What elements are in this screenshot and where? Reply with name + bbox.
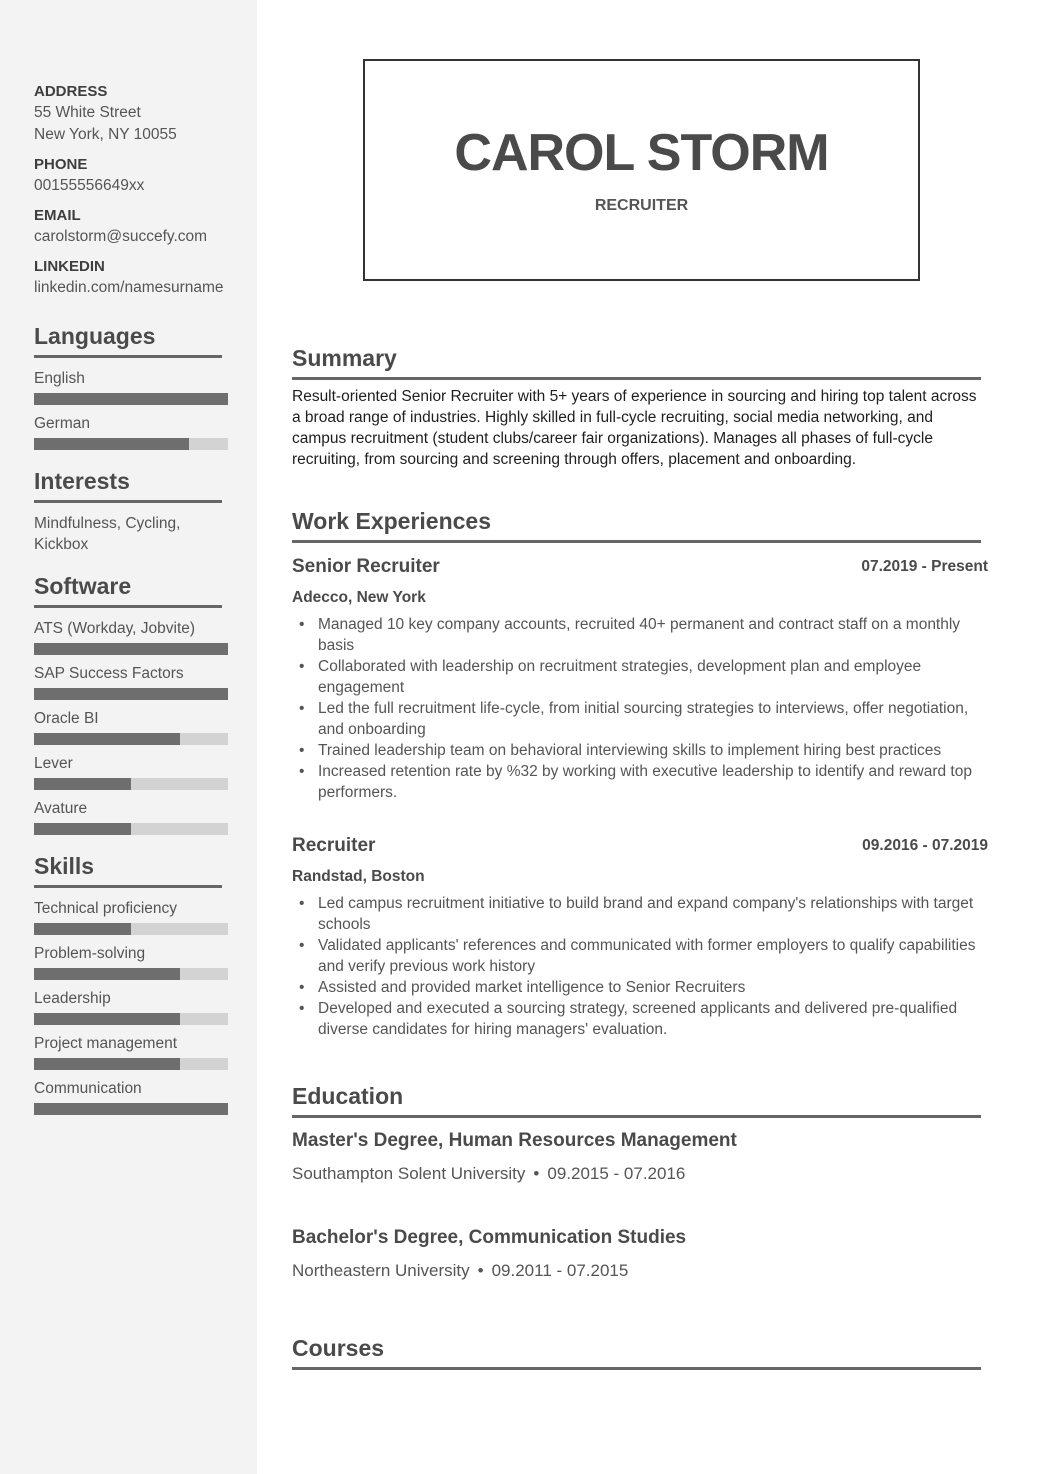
skills-item [34, 1078, 228, 1115]
level-bar-fill [34, 1013, 180, 1025]
education-dates: 09.2015 - 07.2016 [547, 1164, 686, 1183]
job-bullet: • Trained leadership team on behavioral interviewing skills to implement hiring best practices [318, 740, 988, 761]
job-bullets [292, 893, 988, 1040]
level-bar-fill [34, 823, 131, 835]
languages-item [34, 413, 228, 450]
courses-heading: Courses [292, 1333, 981, 1370]
contact-value: New York, NY 10055 [34, 126, 177, 143]
contact-phone [34, 155, 257, 197]
candidate-name: CAROL STORM [454, 124, 829, 182]
level-bar-fill [34, 688, 228, 700]
education-details [292, 1163, 982, 1185]
education-dates: 09.2011 - 07.2015 [491, 1261, 629, 1280]
education-heading: Education [292, 1081, 981, 1118]
level-bar-fill [34, 643, 228, 655]
education-school: Northeastern University [292, 1261, 470, 1280]
software-label: ATS (Workday, Jobvite) [34, 620, 196, 637]
contact-label: EMAIL [34, 207, 81, 224]
summary-heading: Summary [292, 343, 981, 380]
level-bar-fill [34, 393, 228, 405]
contact-value: 00155556649xx [34, 177, 145, 194]
software-item [34, 708, 228, 745]
job-bullet: • Collaborated with leadership on recruitment strategies, development plan and employee engagement [318, 656, 988, 698]
job-entry [292, 834, 988, 1040]
languages-heading: Languages [34, 321, 222, 358]
candidate-title: RECRUITER [594, 197, 689, 214]
skills-item [34, 898, 228, 935]
job-company: Randstad, Boston [292, 868, 425, 885]
job-dates: 07.2019 - Present [861, 558, 988, 575]
skills-item [34, 943, 228, 980]
interests-text: Mindfulness, Cycling, Kickbox [34, 515, 181, 553]
skills-label: Leadership [34, 990, 111, 1007]
level-bar-fill [34, 733, 180, 745]
job-company: Adecco, New York [292, 589, 426, 606]
level-bar [34, 968, 228, 980]
contact-label: ADDRESS [34, 83, 108, 100]
software-label: Avature [34, 800, 88, 817]
separator-dot: • [533, 1164, 540, 1183]
education-degree: Master's Degree, Human Resources Management [292, 1130, 737, 1151]
software-heading: Software [34, 571, 222, 608]
job-bullet: • Validated applicants' references and communicated with former employers to qualify capabilities and verify previous work history [318, 935, 988, 977]
languages-label: English [34, 370, 85, 387]
level-bar [34, 393, 228, 405]
contact-value: 55 White Street [34, 104, 141, 121]
languages-label: German [34, 415, 90, 432]
software-item [34, 798, 228, 835]
education-degree: Bachelor's Degree, Communication Studies [292, 1227, 687, 1248]
level-bar-fill [34, 968, 180, 980]
job-bullet: • Increased retention rate by %32 by working with executive leadership to identify and reward top performers. [318, 761, 988, 803]
software-label: SAP Success Factors [34, 665, 184, 682]
level-bar [34, 643, 228, 655]
education-entry [292, 1226, 982, 1282]
contact-value: carolstorm@succefy.com [34, 228, 208, 245]
work-heading: Work Experiences [292, 506, 981, 543]
software-item [34, 618, 228, 655]
level-bar [34, 688, 228, 700]
skills-label: Project management [34, 1035, 178, 1052]
job-bullets [292, 614, 988, 803]
contact-linkedin [34, 257, 257, 299]
skills-list [34, 898, 257, 1115]
skills-label: Communication [34, 1080, 142, 1097]
interests-heading: Interests [34, 466, 222, 503]
software-list [34, 618, 257, 835]
skills-item [34, 988, 228, 1025]
job-bullet: • Led the full recruitment life-cycle, from initial sourcing strategies to interviews, offer negotiation, and onboarding [318, 698, 988, 740]
job-entry [292, 555, 988, 803]
skills-label: Technical proficiency [34, 900, 178, 917]
level-bar [34, 1058, 228, 1070]
skills-item [34, 1033, 228, 1070]
education-school: Southampton Solent University [292, 1164, 526, 1183]
languages-list [34, 368, 257, 450]
level-bar [34, 733, 228, 745]
contact-value: linkedin.com/namesurname [34, 279, 224, 296]
level-bar [34, 823, 228, 835]
software-item [34, 753, 228, 790]
summary-text: Result-oriented Senior Recruiter with 5+ years of experience in sourcing and hiring top talent across a broad range of industries. Highly skilled in full-cycle recruiting, social media networking, and campus recruitment (student clubs/career fair organizations). Manages all phases of full-cycle recruiting, from sourcing and screening through offers, placement and onboarding. [292, 388, 977, 468]
contact-address [34, 82, 257, 146]
job-title: Senior Recruiter [292, 556, 440, 577]
education-entry [292, 1129, 982, 1185]
level-bar [34, 778, 228, 790]
level-bar-fill [34, 778, 131, 790]
job-bullet: • Assisted and provided market intelligence to Senior Recruiters [318, 977, 988, 998]
contact-email [34, 206, 257, 248]
skills-label: Problem-solving [34, 945, 146, 962]
name-header-box [363, 59, 920, 281]
job-bullet: • Led campus recruitment initiative to build brand and expand company's relationships with target schools [318, 893, 988, 935]
level-bar [34, 1103, 228, 1115]
level-bar-fill [34, 1103, 228, 1115]
contact-label: PHONE [34, 156, 88, 173]
level-bar-fill [34, 923, 131, 935]
software-label: Lever [34, 755, 73, 772]
separator-dot: • [477, 1261, 484, 1280]
languages-item [34, 368, 228, 405]
level-bar [34, 923, 228, 935]
sidebar [0, 0, 257, 1474]
skills-heading: Skills [34, 851, 222, 888]
contact-label: LINKEDIN [34, 258, 105, 275]
education-details [292, 1260, 982, 1282]
job-bullet: • Managed 10 key company accounts, recruited 40+ permanent and contract staff on a monthly basis [318, 614, 988, 656]
level-bar-fill [34, 438, 189, 450]
level-bar [34, 438, 228, 450]
level-bar [34, 1013, 228, 1025]
job-bullet: • Developed and executed a sourcing strategy, screened applicants and delivered pre-qualified diverse candidates for hiring managers' evaluation. [318, 998, 988, 1040]
job-dates: 09.2016 - 07.2019 [862, 837, 988, 854]
job-title: Recruiter [292, 835, 376, 856]
software-item [34, 663, 228, 700]
software-label: Oracle BI [34, 710, 99, 727]
level-bar-fill [34, 1058, 180, 1070]
